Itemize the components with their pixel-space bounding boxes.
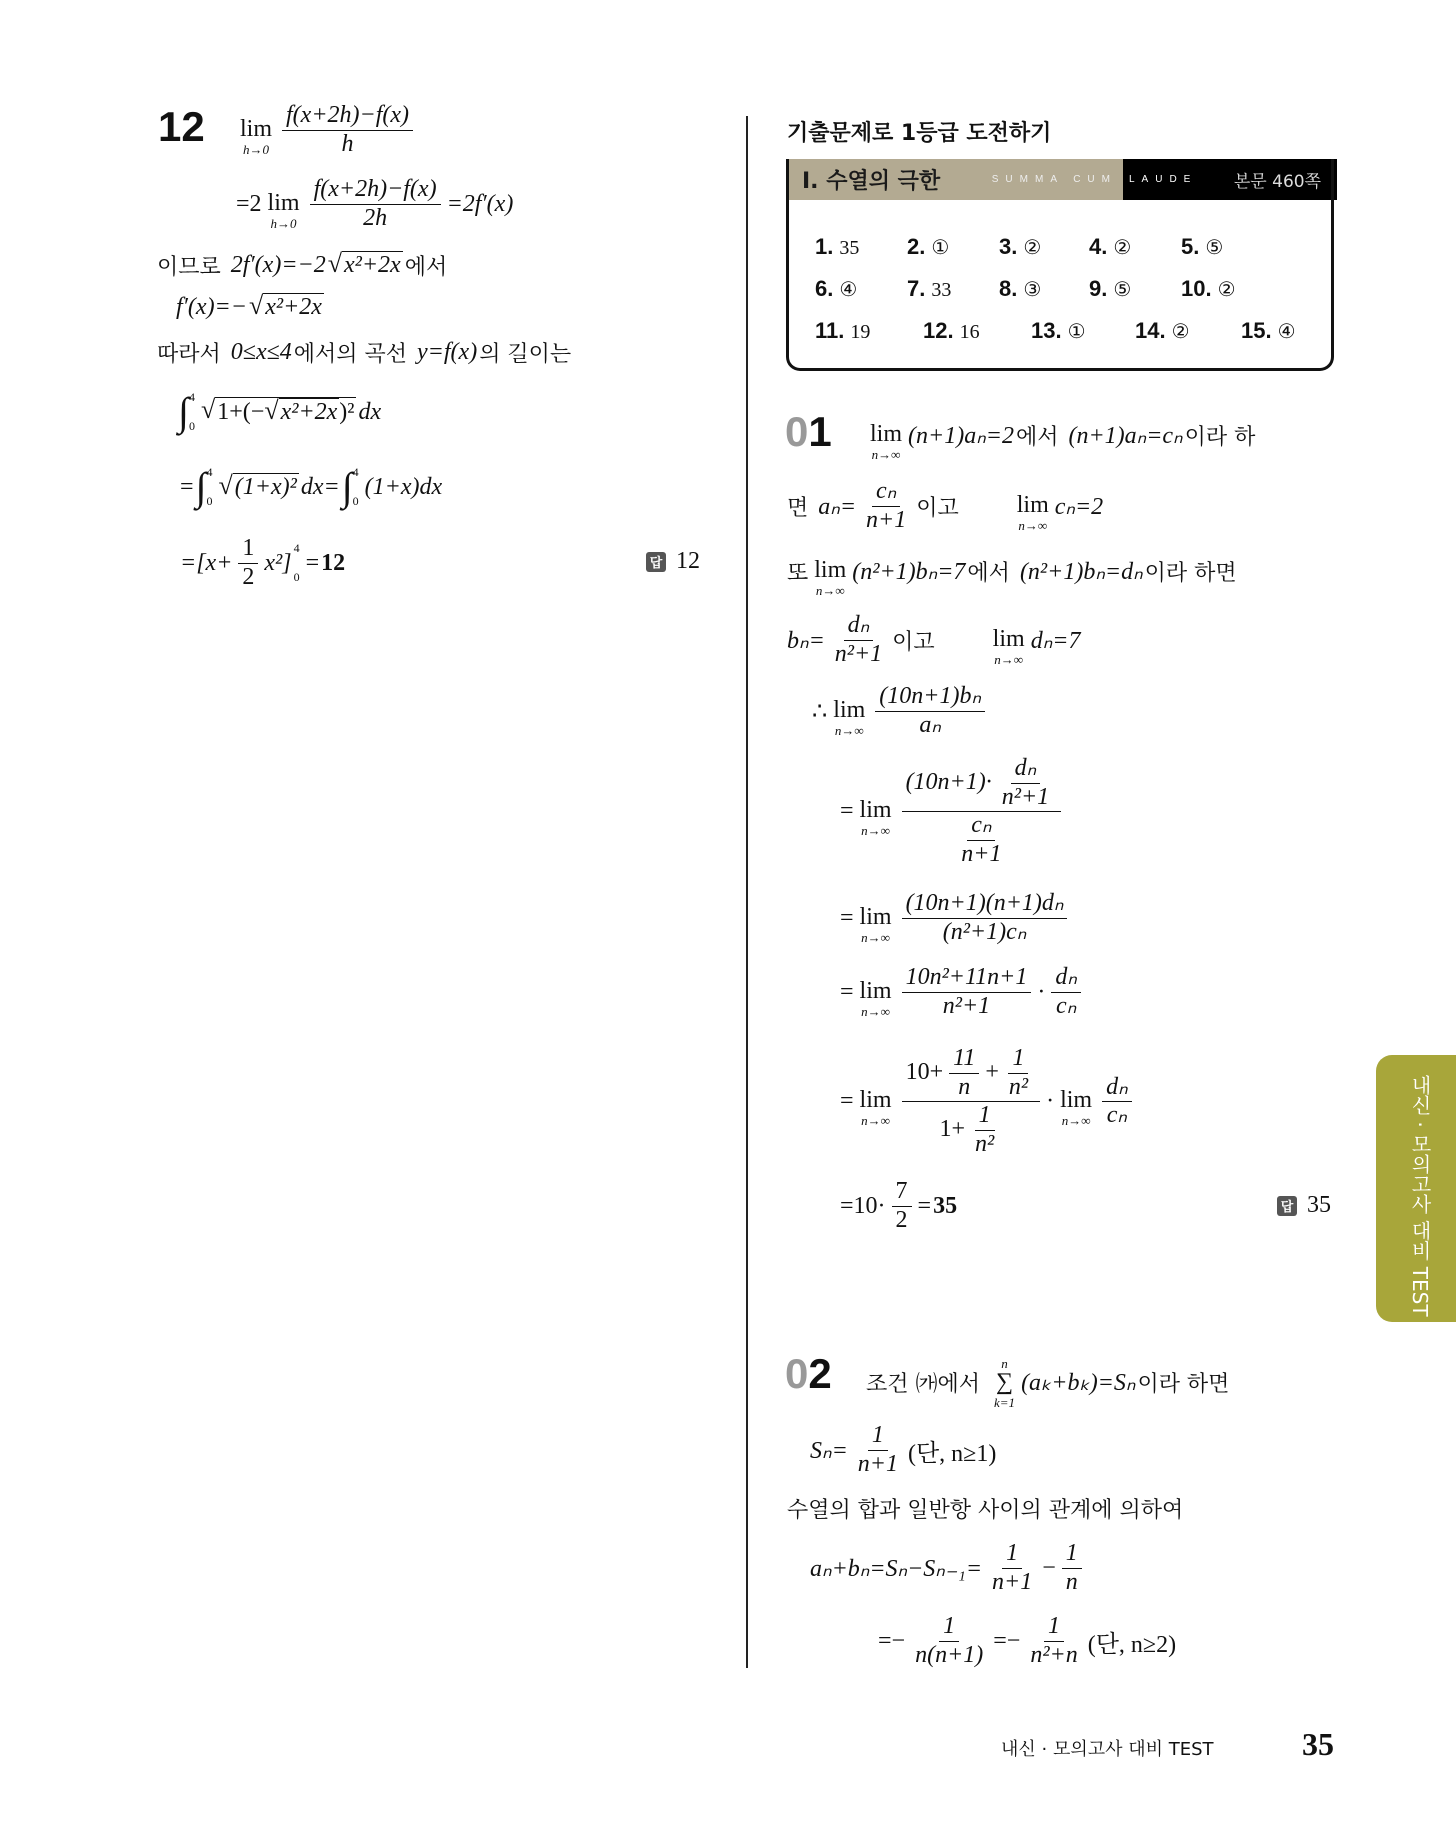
p02-line-5: =− $\frac{1}{n(n+1)}$ =− $\frac{1}{\text{n²+n}}$ (단, n≥2) [878, 1613, 1177, 1668]
answer-item: 11. 19 [815, 318, 871, 343]
p01-line-4: bₙ= $\frac{\text{dₙ}}{\text{n²+1}}$ 이고 lim n→∞ dₙ=7 [787, 612, 1081, 667]
square-root: √ 1+(− √ x²+2x )² [200, 395, 355, 426]
answer-item: 13. ① [1031, 318, 1086, 343]
fraction: $\frac{f(x+2h)-f(x)}{h}$ [282, 102, 413, 158]
p01-line-1: lim n→∞ (n+1)aₙ=2 에서 (n+1)aₙ=cₙ 이라 하 [870, 421, 1256, 462]
answer-item: 12. 16 [923, 318, 980, 343]
answer-12: 답 12 [646, 548, 700, 575]
solution-line-2: =2 lim h→0 $\frac{f(x+2h)-f(x)}{2h}$ =2f′(x) [236, 176, 514, 231]
p01-line-9: = lim n→∞ 10+ $\frac{11}{n}$ + $\frac{1}{\text{n²}}$ 1+ $\frac{1}{\text{n²}}$ · lim n→∞ $\frac{\text{dₙ}}{\text{cₙ}}$ [840, 1045, 1136, 1158]
p01-line-10: =10· $\frac{7}{2}$ = 35 [840, 1178, 958, 1233]
problem-number-12: 12 [158, 103, 205, 150]
problem-number-02: 02 [785, 1350, 832, 1397]
answer-box-header: I. 수열의 극한 SUMMA CUM LAUDE 본문 460쪽 [786, 159, 1337, 200]
answer-item: 7. 33 [907, 276, 952, 301]
page-reference: 본문 460쪽 [1233, 172, 1321, 192]
solution-line-5: 따라서 0≤x≤4 에서의 곡선 y=f(x) 의 길이는 [157, 339, 572, 367]
fraction: $\frac{1}{2}$ [238, 535, 258, 591]
p01-line-8: = lim n→∞ $\frac{\text{10n²+11n+1}}{\text{n²+1}}$ · $\frac{\text{dₙ}}{\text{cₙ}}$ [840, 964, 1085, 1020]
p01-line-3: 또 lim n→∞ (n²+1)bₙ=7 에서 (n²+1)bₙ=dₙ 이라 하면 [787, 557, 1237, 598]
p02-line-4: aₙ+bₙ=Sₙ−Sₙ₋₁= $\frac{1}{n+1}$ − $\frac{1}{n}$ [810, 1540, 1086, 1596]
solution-line-3: 이므로 2f′(x)=−2 √ x²+2x 에서 [157, 249, 448, 280]
integral: ∫ 4 0 [195, 464, 213, 509]
answer-item: 6. ④ [815, 276, 858, 301]
p01-line-7: = lim n→∞ $\frac{\text{(10n+1)(n+1)dₙ}}{\text{(n²+1)cₙ}}$ [840, 890, 1071, 946]
answer-item: 1. 35 [815, 234, 860, 259]
p02-line-1: 조건 ㈎에서 n ∑ k=1 (aₖ+bₖ)=Sₙ 이라 하면 [866, 1356, 1230, 1410]
solution-line-4: f′(x)=− √ x²+2x [176, 291, 322, 320]
limit: lim h→0 [240, 115, 273, 157]
answer-item: 2. ① [907, 234, 950, 259]
problem-number-01: 01 [785, 408, 832, 455]
p01-line-2: 면 aₙ= $\frac{\text{cₙ}}{n+1}$ 이고 lim n→∞ cₙ=2 [787, 478, 1104, 533]
solution-line-8: =[x+ $\frac{1}{2}$ x²] 4 0 = 12 [180, 535, 346, 590]
answer-item: 3. ② [999, 234, 1042, 259]
answer-item: 14. ② [1135, 318, 1190, 343]
answer-row [815, 268, 1315, 310]
page-number: 35 [1302, 1726, 1334, 1762]
side-tab: 내신 · 모의고사 대비 TEST [1376, 1055, 1456, 1322]
answer-row [815, 310, 1315, 352]
solution-line-1 [236, 102, 417, 158]
section-heading: 기출문제로 1등급 도전하기 [787, 121, 1052, 146]
answer-badge-icon: 답 [1277, 1196, 1297, 1216]
answer-badge-icon: 답 [646, 552, 666, 572]
solution-line-7: = ∫ 4 0 √ (1+x)² dx= ∫ 4 0 (1+x)dx [180, 464, 443, 509]
square-root: √ x²+2x [327, 249, 401, 279]
square-root: √ (1+x)² [218, 470, 297, 500]
square-root: √ x²+2x [248, 291, 322, 320]
solution-line-6: ∫ 4 0 √ 1+(− √ x²+2x )² dx [178, 389, 382, 434]
answer-item: 15. ④ [1241, 318, 1296, 343]
answer-grid [815, 226, 1315, 352]
answer-item: 10. ② [1181, 276, 1236, 301]
integral: ∫ 4 0 [178, 389, 195, 434]
p02-line-3: 수열의 합과 일반항 사이의 관계에 의하여 [787, 1498, 1184, 1523]
chapter-title: I. 수열의 극한 [802, 169, 941, 194]
p01-line-6: = lim n→∞ (10n+1)· $\frac{\text{dₙ}}{\text{n²+1}}$ $\frac{\text{cₙ}}{n+1}$ [840, 755, 1065, 868]
column-divider [746, 116, 748, 1668]
footer-title: 내신 · 모의고사 대비 TEST [1001, 1739, 1214, 1760]
integral: ∫ 4 0 [341, 464, 359, 509]
answer-01: 답 35 [1277, 1192, 1331, 1219]
answer-item: 5. ⑤ [1181, 234, 1224, 259]
answer-row [815, 226, 1315, 268]
fraction: $\frac{f(x+2h)-f(x)}{2h}$ [310, 176, 441, 232]
answer-item: 8. ③ [999, 276, 1042, 301]
answer-item: 4. ② [1089, 234, 1132, 259]
p01-line-5: ∴ lim n→∞ $\frac{\text{(10n+1)bₙ}}{\text{aₙ}}$ [812, 683, 989, 739]
limit: lim h→0 [267, 189, 300, 231]
p02-line-2: Sₙ= $\frac{1}{n+1}$ (단, n≥1) [810, 1422, 997, 1477]
answer-item: 9. ⑤ [1089, 276, 1132, 301]
